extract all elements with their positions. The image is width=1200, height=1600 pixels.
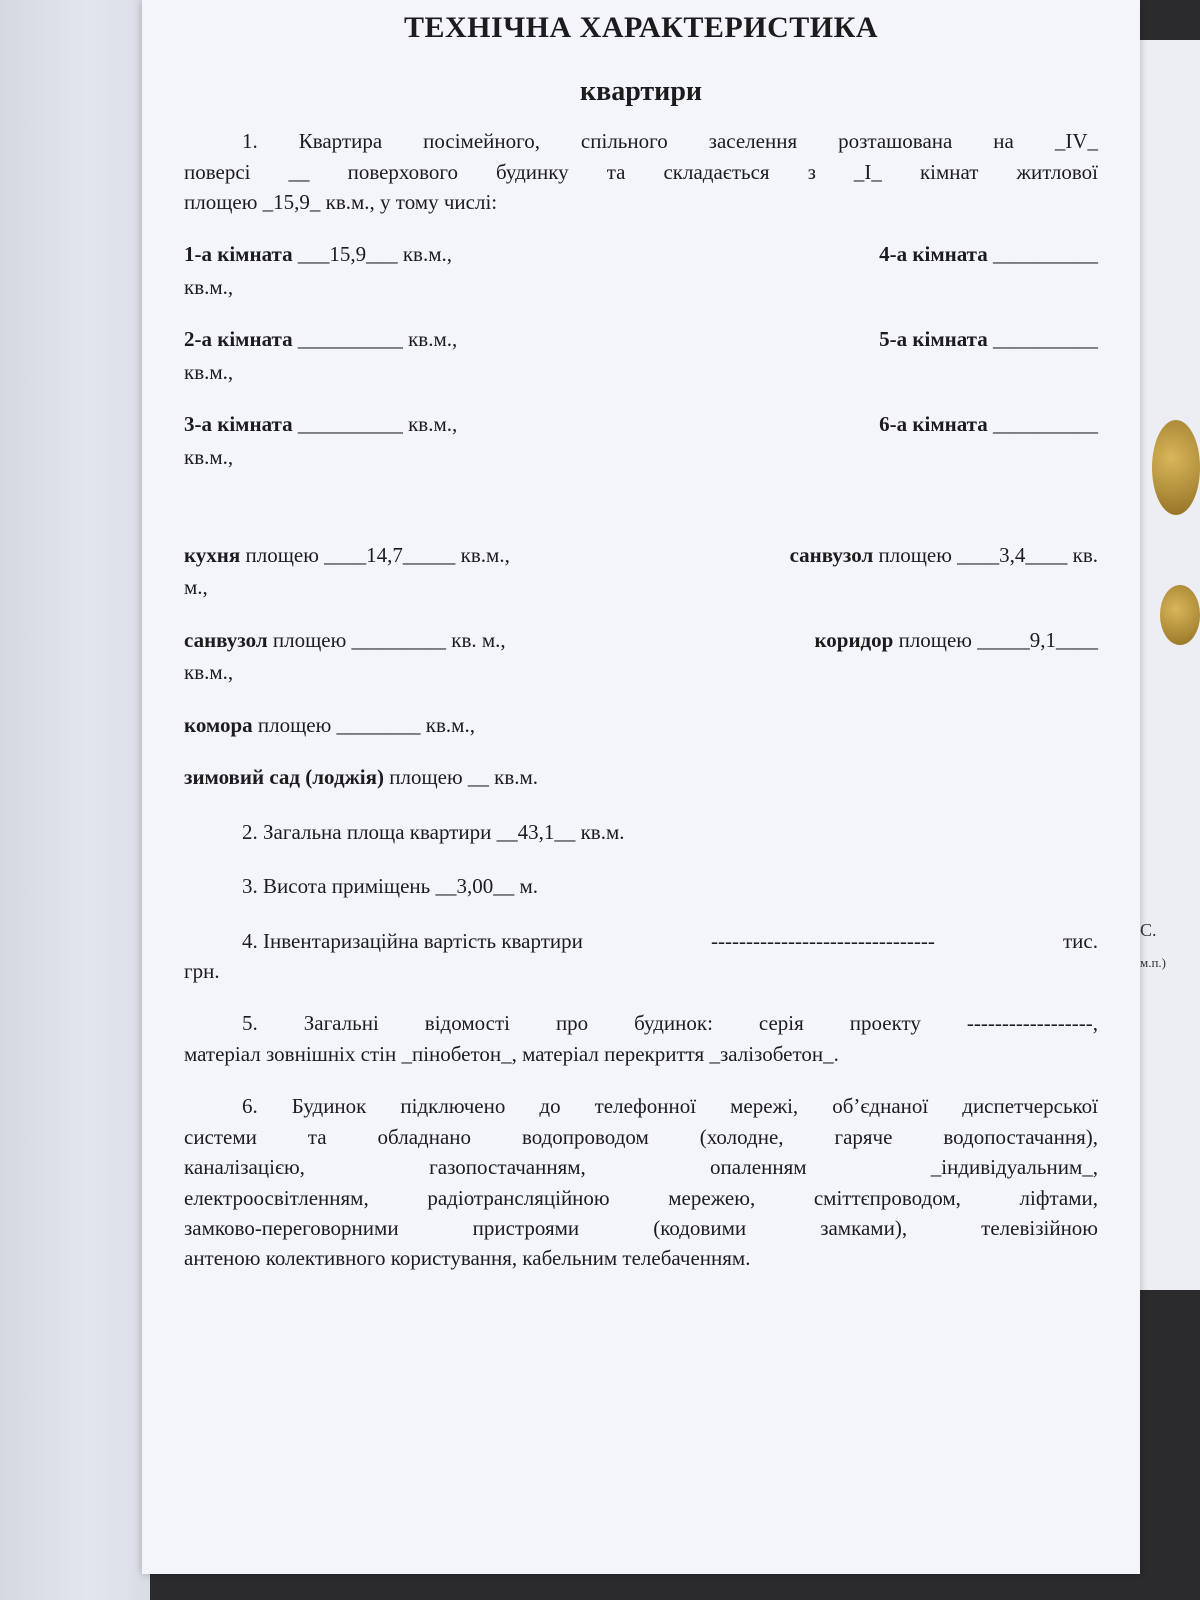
garden-label: зимовий сад (лоджія) [184,765,384,790]
room-6-value: __________ [993,412,1098,437]
p1-line1: 1. Квартира посімейного, спільного заселення розташована на _IV_ [242,129,1098,154]
paragraph-1 [184,126,1098,217]
paragraph-3: 3. Висота приміщень __3,00__ м. [242,874,538,899]
document-subtitle: квартири [579,75,703,107]
side-snippet-bottom: м.п.) [1140,955,1167,970]
p4-unit: тис. [1063,928,1098,953]
bath1-unit-cont: м., [184,575,208,600]
p6-line2: системи та обладнано водопроводом (холодне, гаряче водопостачання), [184,1124,1098,1149]
bath-corridor-row [184,625,1098,688]
document-page [142,0,1140,1574]
room-row-3-unit: кв.м., [184,444,234,469]
p4-dashes: -------------------------------- [711,928,935,953]
room-4-value: __________ [993,242,1098,267]
garden-row [184,762,1098,792]
paragraph-2: 2. Загальна площа квартири __43,1__ кв.м. [242,819,625,844]
corridor-unit-cont: кв.м., [184,660,234,685]
storage-value: площею ________ кв.м., [257,712,475,737]
corridor-label: коридор [814,627,894,652]
p6-line4: електроосвітленням, радіотрансляційною мережею, сміттєпроводом, ліфтами, [184,1185,1098,1210]
bath1-label: санвузол [789,543,874,568]
p1-line2: поверсі __ поверхового будинку та складається з _I_ кімнат житлової [184,159,1098,184]
p4-unit-cont: грн. [184,958,220,983]
bath2-label: санвузол [184,627,268,652]
p4-text: 4. Інвентаризаційна вартість квартири [242,928,583,953]
room-1-value: ___15,9___ кв.м., [297,242,453,267]
room-2-label: 2-а кімната [184,327,293,352]
room-row-3 [184,409,1098,472]
room-row-1-unit: кв.м., [184,274,234,299]
garden-value: площею __ кв.м. [389,765,539,790]
room-row-2 [184,324,1098,387]
p6-line5: замково-переговорними пристроями (кодовими замками), телевізійною [184,1216,1098,1241]
document-title: ТЕХНІЧНА ХАРАКТЕРИСТИКА [403,11,879,44]
p1-line3: площею _15,9_ кв.м., у тому числі: [184,189,498,214]
coin-icon [1160,585,1200,645]
p6-line1: 6. Будинок підключено до телефонної мережі, об’єднаної диспетчерської [242,1094,1098,1119]
p5-line2: матеріал зовнішніх стін _пінобетон_, матеріал перекриття _залізобетон_. [184,1041,839,1066]
room-5-label: 5-а кімната [879,327,988,352]
room-2-value: __________ кв.м., [297,327,458,352]
room-3-value: __________ кв.м., [297,412,458,437]
kitchen-label: кухня [184,543,241,568]
room-5-value: __________ [993,327,1098,352]
storage-label: комора [184,712,253,737]
room-6-label: 6-а кімната [879,412,988,437]
coin-icon [1152,420,1200,515]
side-snippet-top: С. [1140,920,1157,940]
bath1-value: площею ____3,4____ кв. [878,543,1098,568]
p6-line6: антеною колективного користування, кабельним телебаченням. [184,1246,751,1271]
room-1-label: 1-а кімната [184,242,293,267]
document-content [184,6,1098,1274]
room-4-label: 4-а кімната [879,242,988,267]
room-3-label: 3-а кімната [184,412,293,437]
p6-line3: каналізацією, газопостачанням, опаленням _індивідуальним_, [184,1155,1098,1180]
room-row-1 [184,239,1098,302]
p5-line1: 5. Загальні відомості про будинок: серія проекту ------------------, [242,1011,1098,1036]
kitchen-value: площею ____14,7_____ кв.м., [245,543,510,568]
corridor-value: площею _____9,1____ [898,627,1098,652]
room-row-2-unit: кв.м., [184,359,234,384]
paragraph-5 [184,1008,1098,1069]
paragraph-6 [184,1091,1098,1274]
storage-row [184,710,1098,740]
background-sheet-left [0,0,150,1600]
paragraph-4 [184,926,1098,987]
bath2-value: площею _________ кв. м., [272,627,506,652]
kitchen-bath-row [184,540,1098,603]
